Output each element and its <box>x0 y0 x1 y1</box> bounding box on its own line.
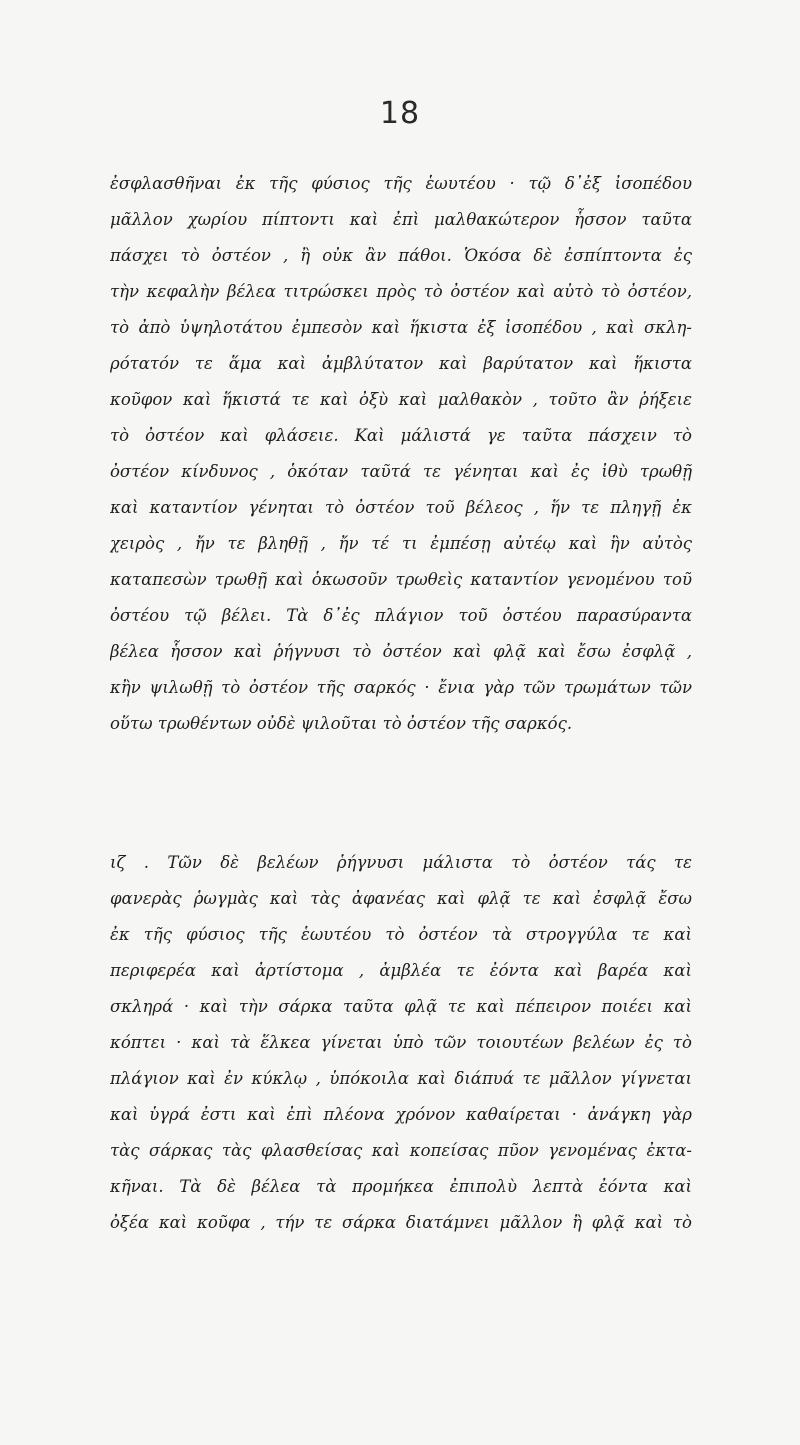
text-line: ἐσφλασθῆναι ἐκ τῆς φύσιος τῆς ἑωυτέου · τῷ δ᾽ἐξ ἰσοπέδου <box>110 174 692 193</box>
text-line: τὴν κεφαλὴν βέλεα τιτρώσκει πρὸς τὸ ὀστέον καὶ αὐτὸ τὸ ὀστέον, <box>110 282 692 301</box>
text-line: πλάγιον καὶ ἐν κύκλῳ , ὑπόκοιλα καὶ διάπυά τε μᾶλλον γίγνεται <box>110 1069 692 1088</box>
text-line: πάσχει τὸ ὀστέον , ἢ οὐκ ἂν πάθοι. Ὁκόσα δὲ ἐσπίπτοντα ἐς <box>110 246 692 265</box>
text-line: ἐκ τῆς φύσιος τῆς ἑωυτέου τὸ ὀστέον τὰ στρογγύλα τε καὶ <box>110 925 692 944</box>
text-line: ὀστέον κίνδυνος , ὁκόταν ταῦτά τε γένηται καὶ ἐς ἰθὺ τρωθῇ <box>110 462 692 481</box>
text-line: τὰς σάρκας τὰς φλασθείσας καὶ κοπείσας πῦον γενομένας ἐκτα- <box>110 1141 692 1160</box>
text-line: κοῦφον καὶ ἥκιστά τε καὶ ὀξὺ καὶ μαλθακὸν , τοῦτο ἂν ῥήξειε <box>110 390 692 409</box>
paragraph-2 <box>110 845 692 1241</box>
text-line: περιφερέα καὶ ἀρτίστομα , ἀμβλέα τε ἐόντα καὶ βαρέα καὶ <box>110 961 692 980</box>
section-number: ιζ . <box>110 853 150 872</box>
text-line: τὸ ὀστέον καὶ φλάσειε. Καὶ μάλιστά γε ταῦτα πάσχειν τὸ <box>110 426 692 445</box>
text-line: οὕτω τρωθέντων οὐδὲ ψιλοῦται τὸ ὀστέον τῆς σαρκός. <box>110 714 573 733</box>
text-line: σκληρά · καὶ τὴν σάρκα ταῦτα φλᾷ τε καὶ πέπειρον ποιέει καὶ <box>110 997 692 1016</box>
text-line-lead: Τῶν δὲ βελέων ῥήγνυσι μάλιστα τὸ ὀστέον τάς τε <box>167 853 692 872</box>
text-line: ρότατόν τε ἅμα καὶ ἀμβλύτατον καὶ βαρύτατον καὶ ἥκιστα <box>110 354 692 373</box>
text-line: τὸ ἀπὸ ὑψηλοτάτου ἐμπεσὸν καὶ ἥκιστα ἐξ ἰσοπέδου , καὶ σκλη- <box>110 318 692 337</box>
text-line: ὀστέου τῷ βέλει. Τὰ δ᾽ἐς πλάγιον τοῦ ὀστέου παρασύραντα <box>110 606 692 625</box>
text-line: καὶ ὑγρά ἐστι καὶ ἐπὶ πλέονα χρόνον καθαίρεται · ἀνάγκη γὰρ <box>110 1105 692 1124</box>
paragraph-1 <box>110 166 692 742</box>
text-line: κἢν ψιλωθῇ τὸ ὀστέον τῆς σαρκός · ἔνια γὰρ τῶν τρωμάτων τῶν <box>110 678 692 697</box>
text-line: καὶ καταντίον γένηται τὸ ὀστέον τοῦ βέλεος , ἥν τε πληγῇ ἐκ <box>110 498 692 517</box>
text-line: κῆναι. Τὰ δὲ βέλεα τὰ προμήκεα ἐπιπολὺ λεπτὰ ἐόντα καὶ <box>110 1177 692 1196</box>
text-line: μᾶλλον χωρίου πίπτοντι καὶ ἐπὶ μαλθακώτερον ἧσσον ταῦτα <box>110 210 692 229</box>
text-line: φανερὰς ῥωγμὰς καὶ τὰς ἀφανέας καὶ φλᾷ τε καὶ ἐσφλᾷ ἔσω <box>110 889 692 908</box>
section-heading-line <box>110 845 692 881</box>
text-line: ὀξέα καὶ κοῦφα , τήν τε σάρκα διατάμνει μᾶλλον ἢ φλᾷ καὶ τὸ <box>110 1213 692 1232</box>
text-line: βέλεα ἧσσον καὶ ῥήγνυσι τὸ ὀστέον καὶ φλᾷ καὶ ἔσω ἐσφλᾷ , <box>110 642 692 661</box>
page-number: 18 <box>379 96 421 131</box>
text-line: χειρὸς , ἤν τε βληθῇ , ἤν τέ τι ἐμπέσῃ αὐτέῳ καὶ ἢν αὐτὸς <box>110 534 692 553</box>
text-line: καταπεσὼν τρωθῇ καὶ ὁκωσοῦν τρωθεὶς καταντίον γενομένου τοῦ <box>110 570 692 589</box>
text-line: κόπτει · καὶ τὰ ἕλκεα γίνεται ὑπὸ τῶν τοιουτέων βελέων ἐς τὸ <box>110 1033 692 1052</box>
